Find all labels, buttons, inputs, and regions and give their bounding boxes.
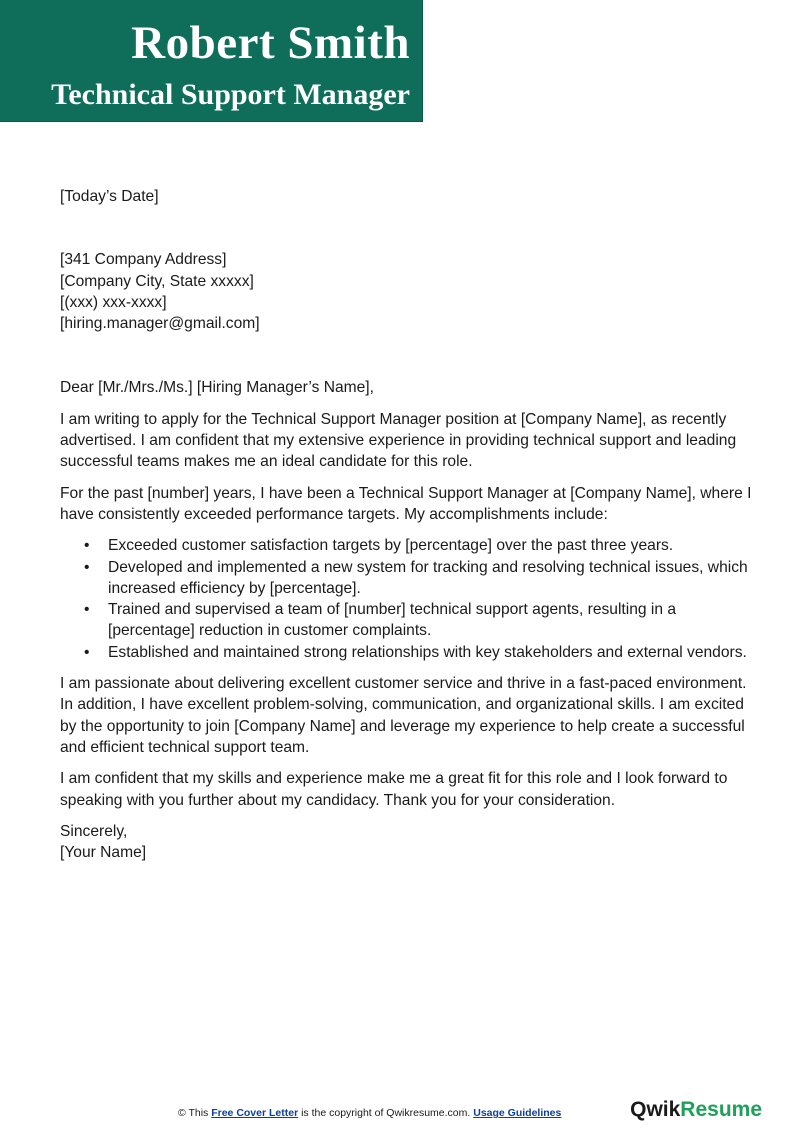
logo-resume: Resume — [680, 1098, 762, 1121]
bullet-icon: • — [84, 537, 90, 555]
paragraph-intro: I am writing to apply for the Technical Support Manager position at [Company Name], as recently advertised. I am confident that my extensive experience in providing technical support and leading successful teams makes me an ideal candidate for this role. — [60, 410, 737, 471]
salutation: Dear [Mr./Mrs./Ms.] [Hiring Manager’s Name], — [60, 379, 374, 397]
list-item-text: Exceeded customer satisfaction targets by [percentage] over the past three years. — [108, 537, 674, 555]
address-line: [(xxx) xxx-xxxx] — [60, 293, 167, 311]
logo-qwik: Qwik — [630, 1098, 681, 1121]
recipient-address — [60, 249, 760, 334]
address-line: [hiring.manager@gmail.com] — [60, 315, 260, 333]
paragraph-experience: For the past [number] years, I have been a Technical Support Manager at [Company Name], where I have consistently exceeded performance targets. My accomplishments include: — [60, 484, 752, 523]
closing-block — [60, 821, 760, 864]
footer — [0, 1098, 800, 1128]
list-item-text: Established and maintained strong relationships with key stakeholders and external vendors. — [108, 643, 747, 661]
list-item — [60, 642, 760, 663]
qwikresume-logo[interactable] — [630, 1098, 762, 1122]
candidate-title: Technical Support Manager — [51, 78, 410, 111]
copyright-middle: is the copyright of Qwikresume.com. — [298, 1107, 474, 1119]
paragraph-closing: I am confident that my skills and experience make me a great fit for this role and I look forward to speaking with you further about my candidacy. Thank you for your consideration. — [60, 770, 728, 809]
accomplishments-list — [60, 535, 760, 663]
bullet-icon: • — [84, 601, 90, 619]
free-cover-letter-link[interactable]: Free Cover Letter — [211, 1107, 299, 1119]
letter-body — [60, 186, 760, 863]
candidate-name: Robert Smith — [131, 17, 410, 69]
header-banner — [0, 0, 423, 122]
signature-name: [Your Name] — [60, 844, 147, 862]
list-item-text: Developed and implemented a new system for tracking and resolving technical issues, which increased efficiency by [percentage]. — [108, 558, 748, 597]
copyright-prefix: © This — [178, 1107, 212, 1119]
paragraph-skills: I am passionate about delivering excellent customer service and thrive in a fast-paced environment. In addition, I have excellent problem-solving, communication, and organizational skills. I am excited by the opportunity to join [Company Name] and leverage my experience to help create a successful and efficient technical support team. — [60, 675, 747, 756]
address-line: [341 Company Address] — [60, 251, 227, 269]
list-item — [60, 535, 760, 556]
list-item-text: Trained and supervised a team of [number] technical support agents, resulting in a [percentage] reduction in customer complaints. — [108, 601, 677, 640]
address-line: [Company City, State xxxxx] — [60, 272, 254, 290]
list-item — [60, 599, 760, 642]
list-item — [60, 557, 760, 600]
usage-guidelines-link[interactable]: Usage Guidelines — [473, 1107, 562, 1119]
letter-date: [Today’s Date] — [60, 188, 159, 205]
bullet-icon: • — [84, 558, 90, 576]
bullet-icon: • — [84, 643, 90, 661]
copyright-notice — [178, 1107, 561, 1119]
closing-phrase: Sincerely, — [60, 822, 128, 840]
